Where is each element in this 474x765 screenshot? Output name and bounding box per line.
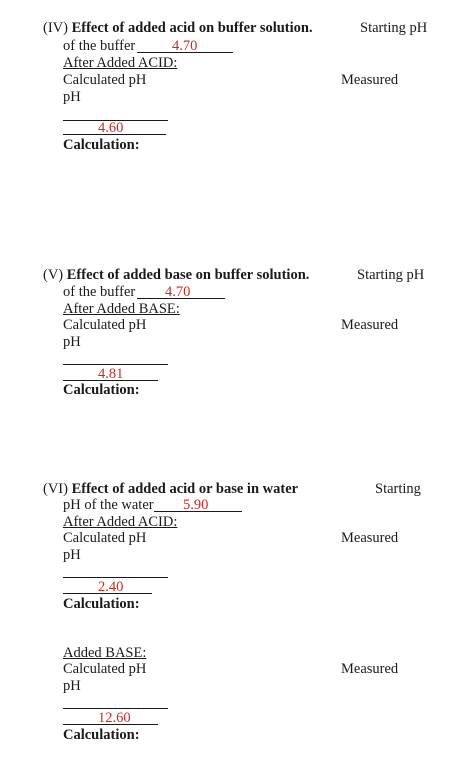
answer-top-line (63, 364, 168, 365)
measured-label: Measured (341, 530, 399, 546)
calculated-ph-label: Calculated pH (63, 317, 147, 333)
section-title: Effect of added base on buffer solution. (66, 267, 310, 283)
answer-bottom-line (63, 380, 158, 381)
start-blank-line (137, 52, 233, 53)
calculated-ph-label: Calculated pH (63, 530, 147, 546)
start-prefix: of the buffer (63, 284, 136, 300)
section-number: (IV) (43, 20, 68, 36)
section-iv-heading (43, 20, 313, 37)
start-blank-line (154, 511, 242, 512)
measured-label: Measured (341, 661, 399, 677)
section-vi-heading (43, 481, 298, 498)
start-value: 4.70 (172, 38, 198, 54)
answer-top-line (63, 708, 168, 709)
answer-bottom-line (63, 134, 166, 135)
starting-ph-label: Starting pH (357, 267, 425, 283)
section-v-heading (43, 267, 309, 284)
calculated-ph-label: Calculated pH (63, 661, 147, 677)
start-value: 4.70 (165, 284, 191, 300)
start-prefix: pH of the water (63, 497, 154, 513)
measured-label: Measured (341, 317, 399, 333)
ph-label: pH (63, 89, 81, 105)
section-title: Effect of added acid or base in water (71, 481, 299, 497)
calculation-label: Calculation: (63, 137, 140, 153)
answer-value: 4.60 (98, 120, 124, 136)
answer-value: 4.81 (98, 366, 124, 382)
start-value: 5.90 (183, 497, 209, 513)
starting-label: Starting (375, 481, 421, 497)
calculation-label: Calculation: (63, 382, 140, 398)
answer-bottom-line (63, 724, 158, 725)
starting-ph-label: Starting pH (360, 20, 428, 36)
after-acid-header: After Added ACID: (63, 55, 178, 71)
added-base-header: Added BASE: (63, 645, 147, 661)
answer-value: 12.60 (98, 710, 131, 726)
after-acid-header: After Added ACID: (63, 514, 178, 530)
start-prefix: of the buffer (63, 38, 136, 54)
start-blank-line (137, 298, 225, 299)
section-number: (VI) (43, 481, 68, 497)
answer-bottom-line (63, 593, 152, 594)
ph-label: pH (63, 334, 81, 350)
answer-value: 2.40 (98, 579, 124, 595)
section-title: Effect of added acid on buffer solution. (71, 20, 313, 36)
after-base-header: After Added BASE: (63, 301, 180, 317)
ph-label: pH (63, 547, 81, 563)
ph-label: pH (63, 678, 81, 694)
calculation-label: Calculation: (63, 596, 140, 612)
measured-label: Measured (341, 72, 399, 88)
answer-top-line (63, 577, 168, 578)
calculation-label: Calculation: (63, 727, 140, 743)
calculated-ph-label: Calculated pH (63, 72, 147, 88)
section-number: (V) (43, 267, 64, 283)
